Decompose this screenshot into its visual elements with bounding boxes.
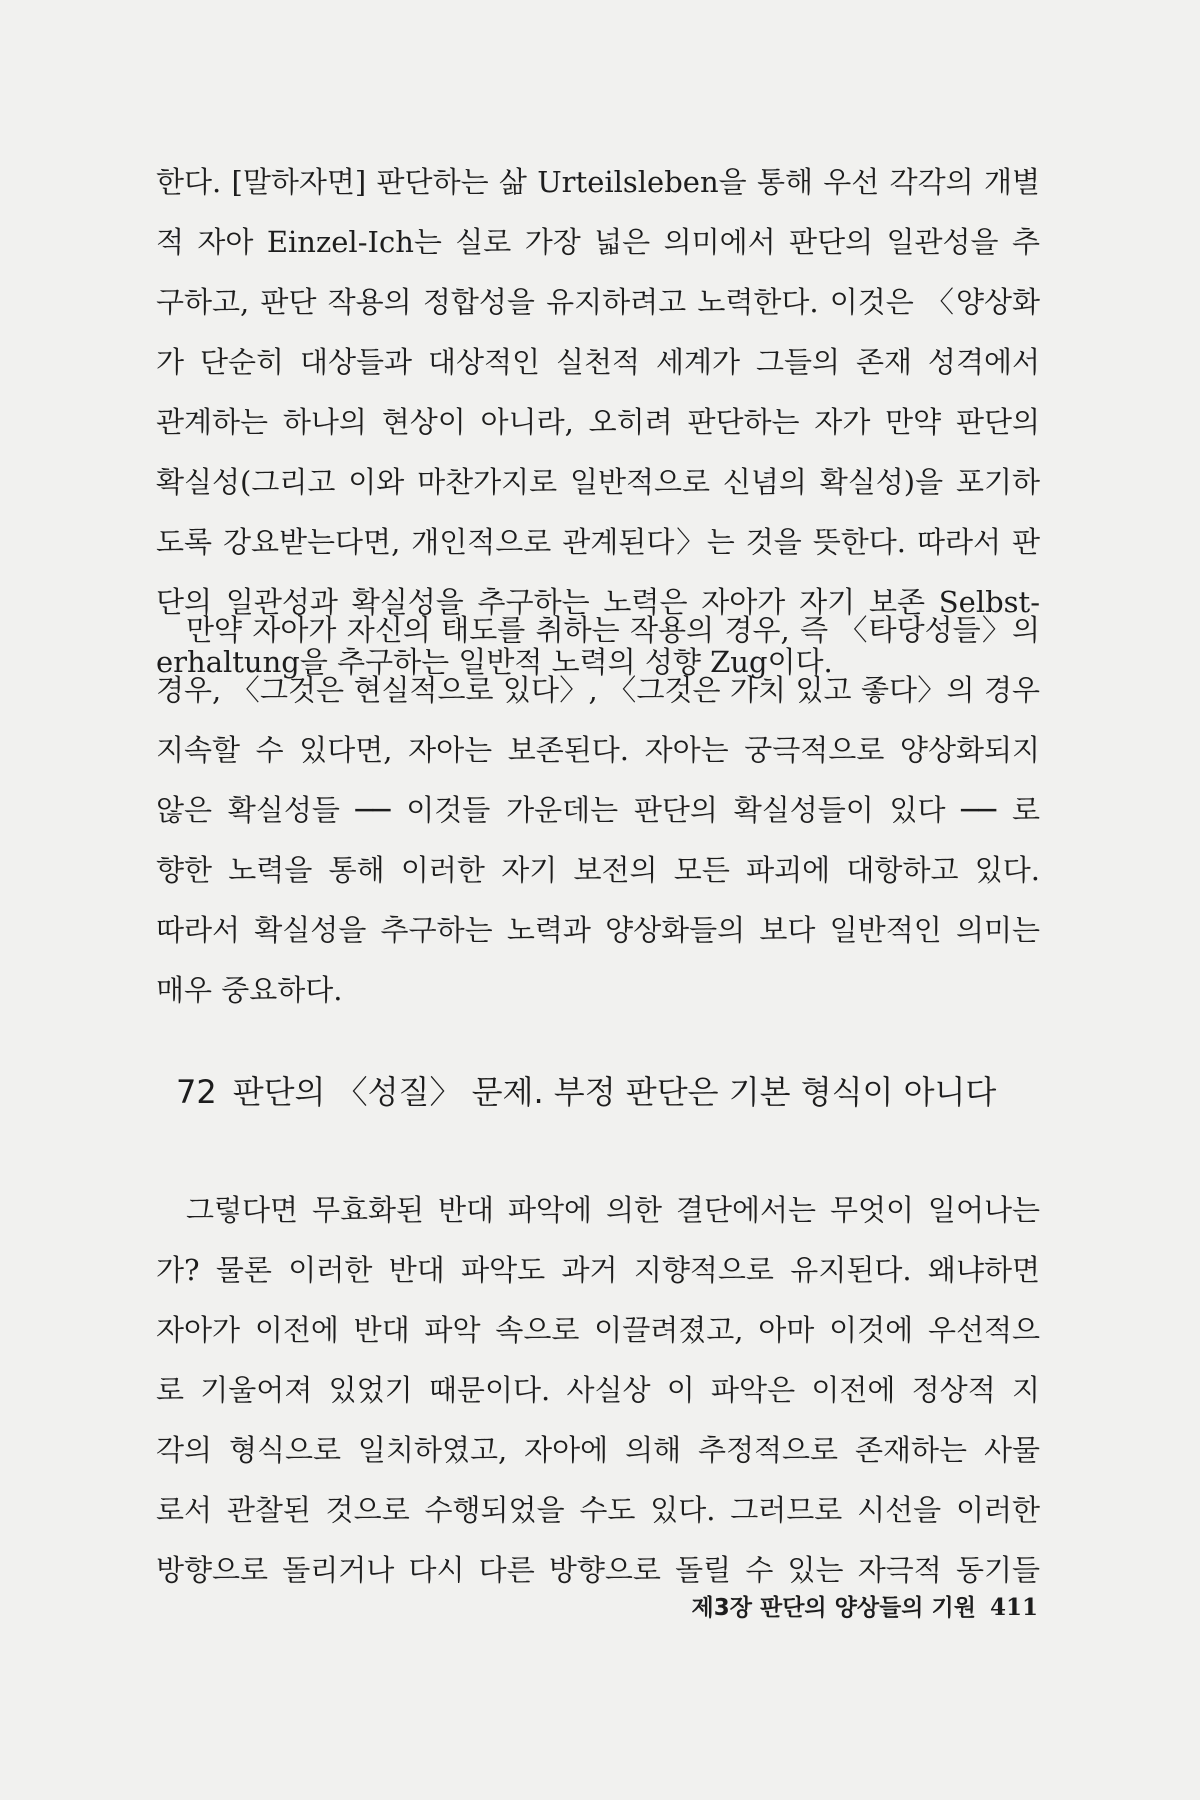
text-line: 가? 물론 이러한 반대 파악도 과거 지향적으로 유지된다. 왜냐하면	[156, 1253, 1040, 1287]
text-line: 로 기울어져 있었기 때문이다. 사실상 이 파악은 이전에 정상적 지	[156, 1373, 1040, 1407]
text-line: 방향으로 돌리거나 다시 다른 방향으로 돌릴 수 있는 자극적 동기들	[156, 1553, 1040, 1587]
page-number: 411	[989, 1594, 1038, 1621]
running-footer	[692, 1588, 1038, 1628]
text-line: 만약 자아가 자신의 태도를 취하는 작용의 경우, 즉 〈타당성들〉의	[186, 613, 1040, 647]
paragraph-2	[156, 600, 1040, 1020]
text-line: 각의 형식으로 일치하였고, 자아에 의해 추정적으로 존재하는 사물	[156, 1433, 1040, 1467]
text-line: 관계하는 하나의 현상이 아니라, 오히려 판단하는 자가 만약 판단의	[156, 405, 1040, 439]
text-line: 단의 일관성과 확실성을 추구하는 노력은 자아가 자기 보존 Selbst-	[156, 585, 1040, 619]
section-number: 72	[176, 1073, 217, 1111]
text-line: 확실성(그리고 이와 마찬가지로 일반적으로 신념의 확실성)을 포기하	[156, 465, 1040, 499]
section-title: 판단의 〈성질〉 문제. 부정 판단은 기본 형식이 아니다	[232, 1073, 997, 1111]
text-line: 않은 확실성들 ── 이것들 가운데는 판단의 확실성들이 있다 ── 로	[156, 793, 1040, 827]
text-line: 적 자아 Einzel-Ich는 실로 가장 넓은 의미에서 판단의 일관성을 추	[156, 225, 1040, 259]
text-line: 한다. [말하자면] 판단하는 삶 Urteilsleben을 통해 우선 각각의 개별	[156, 165, 1040, 199]
text-line: 지속할 수 있다면, 자아는 보존된다. 자아는 궁극적으로 양상화되지	[156, 733, 1040, 767]
text-line: 매우 중요하다.	[156, 973, 343, 1007]
text-line: 경우, 〈그것은 현실적으로 있다〉, 〈그것은 가치 있고 좋다〉의 경우	[156, 673, 1040, 707]
text-line: 향한 노력을 통해 이러한 자기 보전의 모든 파괴에 대항하고 있다.	[156, 853, 1040, 887]
text-line: 구하고, 판단 작용의 정합성을 유지하려고 노력한다. 이것은 〈양상화	[156, 285, 1040, 319]
section-heading	[176, 1064, 996, 1120]
text-line: 그렇다면 무효화된 반대 파악에 의한 결단에서는 무엇이 일어나는	[186, 1193, 1040, 1227]
text-line: erhaltung을 추구하는 일반적 노력의 성향 Zug이다.	[156, 645, 833, 679]
text-line: 도록 강요받는다면, 개인적으로 관계된다〉는 것을 뜻한다. 따라서 판	[156, 525, 1040, 559]
text-line: 자아가 이전에 반대 파악 속으로 이끌려졌고, 아마 이것에 우선적으	[156, 1313, 1040, 1347]
footer-chapter-title: 제3장 판단의 양상들의 기원	[691, 1595, 976, 1621]
text-line: 로서 관찰된 것으로 수행되었을 수도 있다. 그러므로 시선을 이러한	[156, 1493, 1040, 1527]
text-line: 가 단순히 대상들과 대상적인 실천적 세계가 그들의 존재 성격에서	[156, 345, 1040, 379]
text-line: 따라서 확실성을 추구하는 노력과 양상화들의 보다 일반적인 의미는	[156, 913, 1040, 947]
paragraph-3	[156, 1180, 1040, 1600]
